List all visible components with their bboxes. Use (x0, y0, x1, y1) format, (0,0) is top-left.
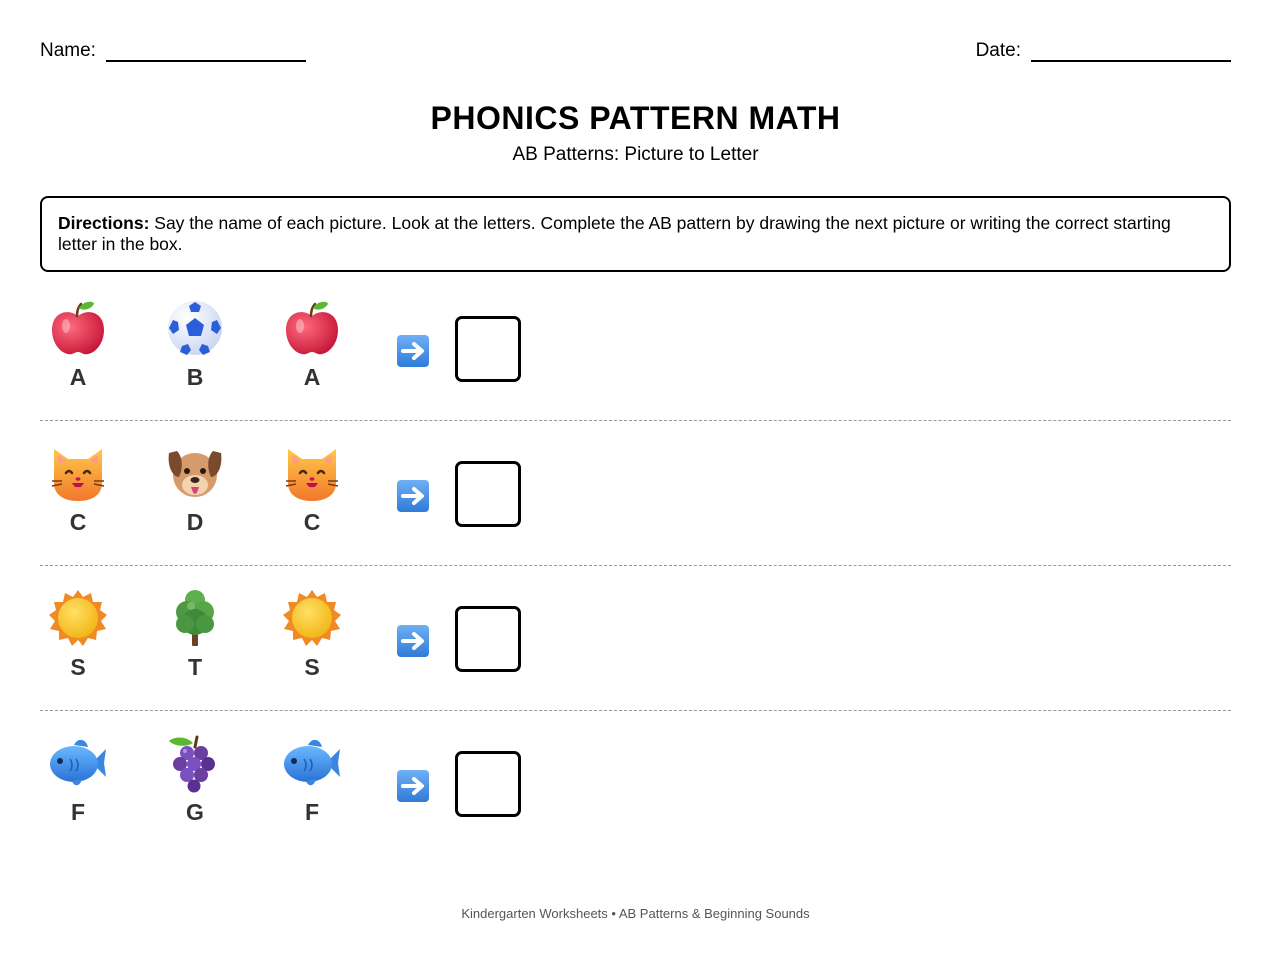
name-blank-line (106, 38, 306, 62)
pattern-row (40, 711, 1231, 856)
pattern-item (155, 733, 235, 826)
pattern-letter: G (186, 799, 204, 825)
pattern-letter: S (304, 654, 320, 680)
pattern-letter: D (186, 509, 204, 535)
page-title: PHONICS PATTERN MATH (430, 100, 841, 136)
pattern-item (272, 588, 352, 681)
date-label: Date: (975, 40, 1021, 61)
pattern-item (38, 298, 118, 391)
pattern-letter: C (303, 509, 321, 535)
pattern-letter: S (70, 654, 86, 680)
directions-label: Directions: (58, 213, 150, 233)
sun-icon (48, 588, 108, 648)
pattern-item (38, 733, 118, 826)
sun-icon (282, 588, 342, 648)
apple-icon (282, 298, 342, 358)
pattern-item (272, 443, 352, 536)
cat-icon (282, 443, 342, 503)
date-blank-line (1031, 38, 1231, 62)
pattern-item (38, 443, 118, 536)
pattern-letter: T (187, 654, 203, 680)
footer: Kindergarten Worksheets • AB Patterns & Beginning Sounds (461, 906, 810, 921)
pattern-item (155, 588, 235, 681)
tree-icon (165, 588, 225, 648)
grapes-icon (165, 733, 225, 793)
directions-text: Say the name of each picture. Look at the letters. Complete the AB pattern by drawing the next picture or writing the correct starting letter in the box. (58, 213, 1171, 254)
pattern-item (155, 298, 235, 391)
pattern-letter: F (304, 799, 320, 825)
apple-icon (48, 298, 108, 358)
answer-box[interactable] (455, 461, 521, 527)
pattern-item (155, 443, 235, 536)
dog-icon (165, 443, 225, 503)
soccer-ball-icon (165, 298, 225, 358)
pattern-item (272, 298, 352, 391)
name-label: Name: (40, 40, 96, 61)
name-field (40, 38, 306, 62)
date-field (976, 38, 1231, 62)
pattern-row (40, 566, 1231, 711)
right-arrow-icon (396, 624, 430, 658)
answer-box[interactable] (455, 606, 521, 672)
right-arrow-icon (396, 769, 430, 803)
pattern-row (40, 421, 1231, 566)
answer-box[interactable] (455, 316, 521, 382)
pattern-row (40, 276, 1231, 421)
directions-box (40, 196, 1231, 272)
pattern-item (272, 733, 352, 826)
pattern-letter: B (186, 364, 204, 390)
pattern-letter: C (69, 509, 87, 535)
pattern-letter: A (69, 364, 87, 390)
cat-icon (48, 443, 108, 503)
header-row (40, 38, 1231, 64)
page-subtitle: AB Patterns: Picture to Letter (512, 144, 759, 165)
fish-icon (282, 733, 342, 793)
pattern-item (38, 588, 118, 681)
answer-box[interactable] (455, 751, 521, 817)
right-arrow-icon (396, 334, 430, 368)
pattern-letter: A (303, 364, 321, 390)
right-arrow-icon (396, 479, 430, 513)
fish-icon (48, 733, 108, 793)
pattern-letter: F (70, 799, 86, 825)
pattern-rows (40, 276, 1231, 856)
